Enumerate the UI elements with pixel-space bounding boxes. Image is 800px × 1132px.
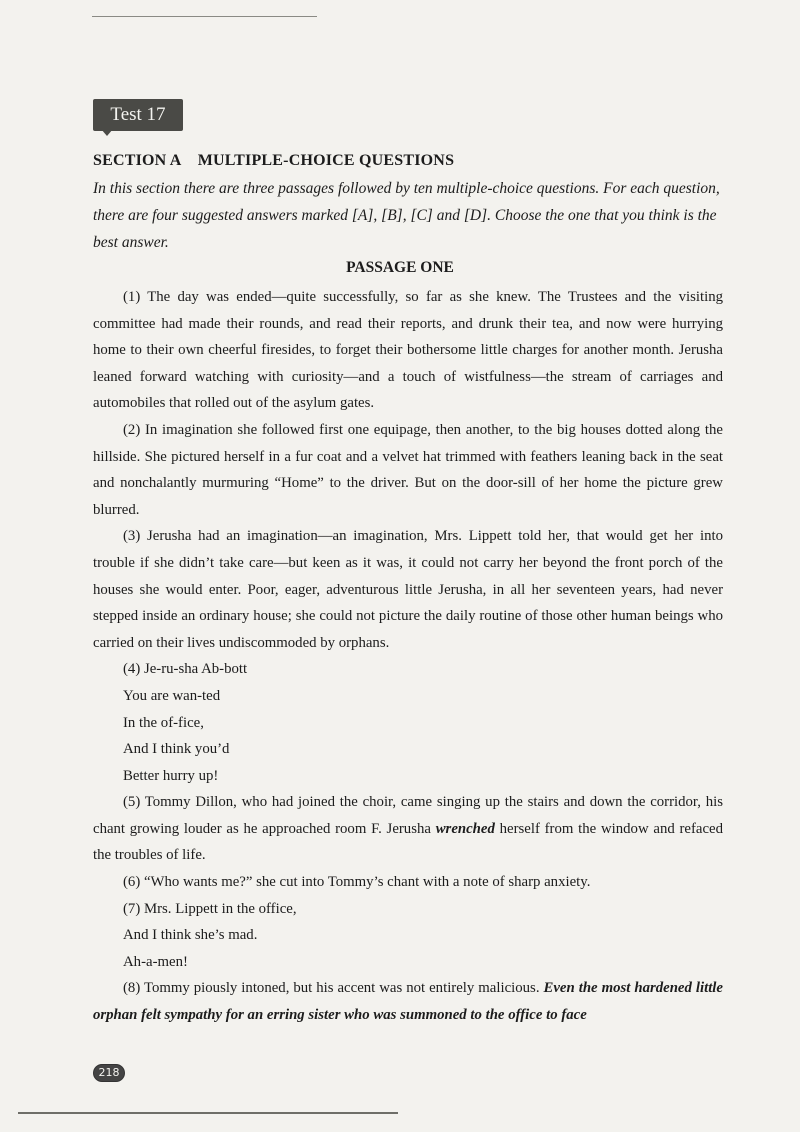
paragraph-3: (3) Jerusha had an imagination—an imagination, Mrs. Lippett told her, that would get her into trouble if she didn’t take care—but keen as it was, it could not carry her beyond the front porch of the houses she would enter. Poor, eager, adventurous little Jerusha, in all her seventeen years, had never stepped inside an ordinary house; she could not picture the daily routine of those other human beings who carried on their lives undiscommoded by orphans. — [93, 528, 723, 651]
paragraph-8 — [93, 975, 723, 1028]
bottom-rule — [18, 1112, 398, 1114]
paragraph-5-text-before: (5) Tommy Dillon, who had joined the choir, came singing up the stairs and down the corridor, his chant growing louder as he approached room F. Jerusha — [93, 794, 723, 837]
verse-line: In the of-fice, — [123, 714, 204, 731]
verse-line: Better hurry up! — [123, 767, 219, 784]
verse-line: You are wan-ted — [123, 687, 221, 704]
verse-line: (4) Je-ru-sha Ab-bott — [123, 661, 248, 678]
page-number: 218 — [93, 1064, 125, 1082]
test-label: Test 17 — [110, 104, 166, 125]
verse-line: And I think she’s mad. — [123, 927, 258, 944]
top-rule — [92, 16, 317, 17]
test-label-badge — [93, 99, 183, 131]
paragraph-2: (2) In imagination she followed first one equipage, then another, to the big houses dotted along the hillside. She pictured herself in a fur coat and a velvet hat trimmed with feathers leaning back in the seat and nonchalantly murmuring “Home” to the driver. But on the door-sill of her home the picture grew blurred. — [93, 421, 723, 518]
verse-line: And I think you’d — [123, 741, 230, 758]
section-instructions: In this section there are three passages followed by ten multiple-choice questions. For each question, there are four suggested answers marked [A], [B], [C] and [D]. Choose the one that you think is the best answer. — [93, 180, 720, 251]
verse-line: Ah-a-men! — [123, 953, 188, 970]
paragraph-6: (6) “Who wants me?” she cut into Tommy’s chant with a note of sharp anxiety. — [123, 874, 591, 891]
emphasized-sentence: Even the most hardened little orphan felt sympathy for an erring sister who was summoned to the office to face — [93, 980, 723, 1024]
passage-title: PASSAGE ONE — [346, 259, 454, 276]
paragraph-1: (1) The day was ended—quite successfully, so far as she knew. The Trustees and the visiting committee had made their rounds, and read their reports, and drunk their tea, and now were hurrying home to their own cheerful firesides, to forget their bothersome little charges for another month. Jerusha leaned forward watching with curiosity—and a touch of wistfulness—the stream of carriages and automobiles that rolled out of the asylum gates. — [93, 289, 723, 412]
paragraph-5 — [93, 789, 723, 869]
verse-line: (7) Mrs. Lippett in the office, — [123, 900, 297, 917]
section-title: SECTION A MULTIPLE-CHOICE QUESTIONS — [93, 152, 455, 169]
emphasized-word: wrenched — [435, 820, 495, 837]
paragraph-8-text: (8) Tommy piously intoned, but his accent was not entirely malicious. — [123, 980, 544, 997]
passage-body — [93, 284, 723, 1029]
paragraph-5-text-after: herself from the window and refaced the troubles of life. — [93, 820, 724, 864]
